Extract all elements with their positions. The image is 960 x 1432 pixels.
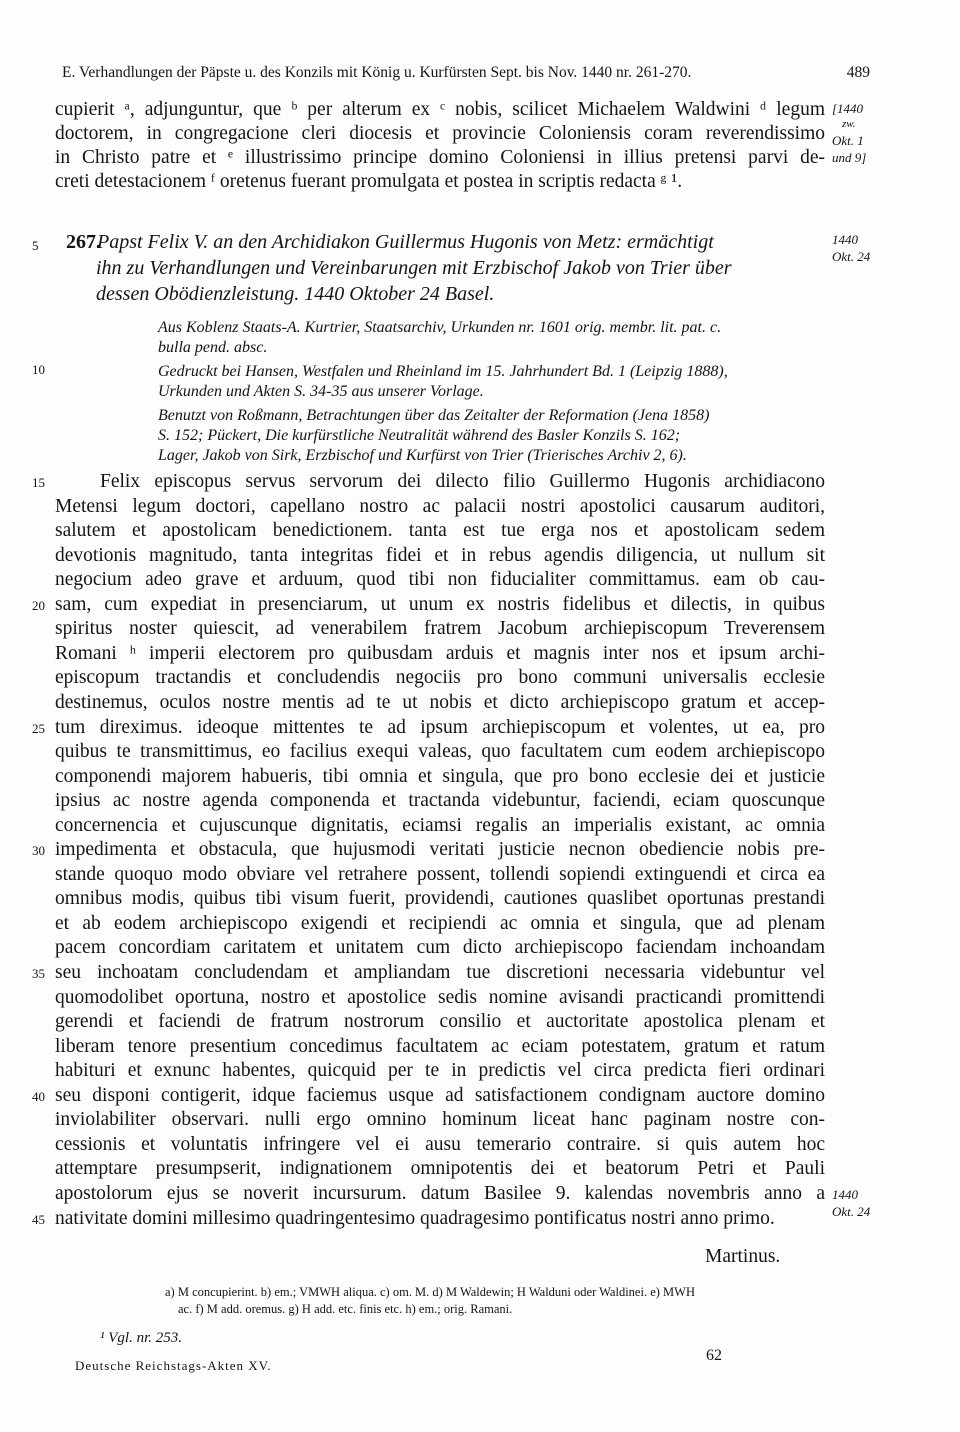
margin-date-year: 1440 xyxy=(832,232,858,247)
line-number: 15 xyxy=(32,475,45,490)
text-line: negocium adeo grave et arduum, quod tibi non fiducialiter committamus. eam ob cau- xyxy=(55,569,825,591)
text-line: quibus te transmittimus, eo facilius exequi valeas, quo facultatem cum eodem archiepiscopo xyxy=(55,741,825,763)
text-line: nativitate domini millesimo quadringentesimo quadragesimo pontificatus nostri anno primo. xyxy=(55,1207,775,1229)
page-number: 489 xyxy=(846,64,870,81)
text-line: Romani ʰ imperii electorem pro quibusdam arduis et magnis inter nos et ipsum archi- xyxy=(55,642,825,664)
apparatus-line: a) M concupierint. b) em.; VMWH aliqua. c) om. M. d) M Waldewin; H Walduni oder Waldinei. e) MWH xyxy=(165,1285,695,1299)
text-line: salutem et apostolicam benedictionem. tanta est tue erga nos et apostolicam sedem xyxy=(55,520,825,542)
source-line: Gedruckt bei Hansen, Westfalen und Rheinland im 15. Jahrhundert Bd. 1 (Leipzig 1888), xyxy=(158,363,728,380)
text-line: spiritus noster quiescit, ad venerabilem fratrem Jacobum archiepiscopum Treverensem xyxy=(55,618,825,640)
document-number: 267. xyxy=(66,231,101,253)
text-line: Metensi legum doctori, capellano nostro ac palacii nostri apostolici causarum auditori, xyxy=(55,495,825,517)
text-line: doctorem, in congregacione cleri diocesis et provincie Coloniensis coram reverendissimo xyxy=(55,123,825,144)
text-line: seu inchoatam concludendam et ampliandam tue discretioni necessaria videbuntur vel xyxy=(55,962,825,983)
running-title: E. Verhandlungen der Päpste u. des Konzils mit König u. Kurfürsten Sept. bis Nov. 1440 nr. 261-270. xyxy=(62,64,692,81)
line-number: 25 xyxy=(32,720,45,736)
signature: Martinus. xyxy=(705,1246,781,1267)
text-line: impedimenta et obstacula, que hujusmodi veritati justicie necnon obediencie nobis pre- xyxy=(55,839,825,861)
text-line: quomodolibet oportuna, nostro et apostolice sedis nomine avisandi practicandi promittendi xyxy=(55,986,825,1008)
text-line: destinemus, oculos nostre mentis ad te ut nobis et dicto archiepiscopo gratum et accep- xyxy=(55,691,825,713)
text-line: seu disponi contigerit, idque faciemus usque ad satisfactionem condignam auctore domino xyxy=(55,1084,825,1106)
text-line: sam, cum expediat in presenciarum, ut unum ex nostris fidelibus et dilectis, in quibus xyxy=(55,593,825,615)
text-line: ipsius ac nostre agenda componenda et tractanda videbuntur, faciendi, eciam quoscunque xyxy=(55,790,825,812)
signature-mark: 62 xyxy=(706,1347,722,1364)
text-line: creti detestacionem ᶠ oretenus fuerant promulgata et postea in scriptis redacta ᵍ ¹. xyxy=(55,171,683,192)
line-number: 45 xyxy=(32,1211,45,1227)
text-line: componendi majorem habueris, tibi omnia et singula, que pro bono ecclesie dei et justicie xyxy=(55,765,825,787)
footnote: ¹ Vgl. nr. 253. xyxy=(100,1330,183,1346)
text-line: et ab eodem archiepiscopo exigendi et recipiendi ac omnia et singula, que ad plenam xyxy=(55,912,825,934)
margin-date-day: Okt. 24 xyxy=(832,1204,871,1219)
line-number: 35 xyxy=(32,966,45,981)
text-line: devotionis magnitudo, tanta integritas fidei et in rebus agendis diligencia, ut nullum sit xyxy=(55,544,825,566)
apparatus-line: ac. f) M add. oremus. g) H add. etc. finis etc. h) em.; orig. Ramani. xyxy=(178,1302,513,1316)
text-line: episcopum tractandis et concludendis negociis pro bono communi universalis ecclesie xyxy=(55,667,825,689)
text-line: gerendi et faciendi de fratrum nostrorum consilio et auctoritate apostolica plenam et xyxy=(55,1011,825,1033)
margin-note-line: Okt. 1 xyxy=(832,133,864,148)
text-line: stande quoquo modo obviare vel retrahere possent, tollendi sopiendi extinguendi et circa ea xyxy=(55,863,825,885)
text-line: concernencia et cujuscunque dignitatis, eciamsi regalis an imperialis existant, ac omnia xyxy=(55,814,825,836)
text-line: cupierit ᵃ, adjunguntur, que ᵇ per alterum ex ᶜ nobis, scilicet Michaelem Waldwini ᵈ legum xyxy=(55,99,825,120)
running-header xyxy=(62,64,870,82)
margin-date-year: 1440 xyxy=(832,1187,858,1202)
margin-date-day: Okt. 24 xyxy=(832,249,871,264)
margin-note-line: zw. xyxy=(842,118,856,130)
source-line: Urkunden und Akten S. 34-35 aus unserer Vorlage. xyxy=(158,383,484,400)
source-line: Aus Koblenz Staats-A. Kurtrier, Staatsarchiv, Urkunden nr. 1601 orig. membr. lit. pat. c. xyxy=(158,319,722,336)
source-line: bulla pend. absc. xyxy=(158,339,268,356)
text-line: liberam tenore presentium concedimus facultatem ac eciam potestatem, gratum et ratum xyxy=(55,1035,825,1057)
text-line: Felix episcopus servus servorum dei dilecto filio Guillermo Hugonis archidiacono xyxy=(100,471,825,492)
series-title: Deutsche Reichstags-Akten XV. xyxy=(75,1358,272,1373)
title-line: Papst Felix V. an den Archidiakon Guillermus Hugonis von Metz: ermächtigt xyxy=(97,231,714,253)
text-line: inviolabiliter observari. nulli ergo omnino hominum liceat hanc paginam nostre con- xyxy=(55,1109,825,1131)
line-number: 40 xyxy=(32,1088,45,1104)
title-line: ihn zu Verhandlungen und Vereinbarungen mit Erzbischof Jakob von Trier über xyxy=(96,257,732,279)
text-line: habituri et exnunc habentes, quicquid per te in predictis vel circa predicta fieri ordinari xyxy=(55,1060,825,1082)
margin-note-line: und 9] xyxy=(832,150,867,165)
line-number: 10 xyxy=(32,362,45,377)
title-line: dessen Obödienzleistung. 1440 Oktober 24 Basel. xyxy=(96,283,495,305)
source-line: S. 152; Pückert, Die kurfürstliche Neutralität während des Basler Konzils S. 162; xyxy=(158,427,681,444)
text-line: attemptare presumpserit, indignationem omnipotentis dei et beatorum Petri et Pauli xyxy=(55,1158,825,1180)
source-line: Benutzt von Roßmann, Betrachtungen über das Zeitalter der Reformation (Jena 1858) xyxy=(158,407,710,424)
line-number: 5 xyxy=(32,238,39,253)
text-line: pacem concordiam caritatem et unitatem cum dicto archiepiscopo faciendam inchoandam xyxy=(55,937,825,959)
text-line: cessionis et voluntatis infringere vel ei ausu temerario contraire. si quis autem hoc xyxy=(55,1133,825,1155)
text-line: apostolorum ejus se noverit incursurum. datum Basilee 9. kalendas novembris anno a xyxy=(55,1182,825,1204)
line-number: 30 xyxy=(32,843,45,859)
line-number: 20 xyxy=(32,597,45,613)
source-line: Lager, Jakob von Sirk, Erzbischof und Kurfürst von Trier (Trierisches Archiv 2, 6). xyxy=(158,447,687,464)
text-line: in Christo patre et ᵉ illustrissimo principe domino Coloniensi in illius pretensi parvi de- xyxy=(55,147,825,168)
margin-note-line: [1440 xyxy=(832,101,864,116)
text-line: tum direximus. ideoque mittentes te ad ipsum archiepiscopum et volentes, ut ea, pro xyxy=(55,716,825,738)
text-line: omnibus modis, quibus tibi visum fuerit, providendi, cautiones quaslibet oportunas prestandi xyxy=(55,888,825,910)
